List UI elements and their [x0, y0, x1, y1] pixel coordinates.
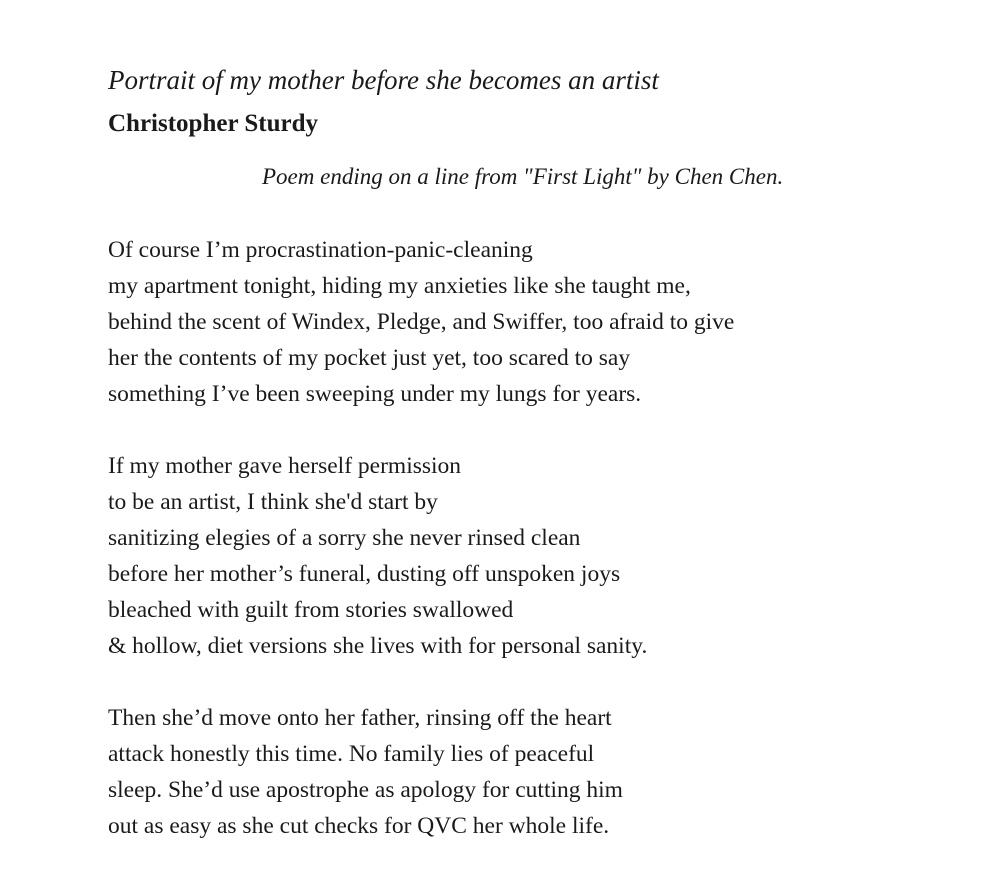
poem-line: bleached with guilt from stories swallowed [108, 597, 514, 623]
poem-line: Then she’d move onto her father, rinsing off the heart [108, 705, 612, 731]
poem-line: her the contents of my pocket just yet, too scared to say [108, 345, 631, 371]
poem-line: my apartment tonight, hiding my anxieties like she taught me, [108, 273, 691, 299]
poem-line: attack honestly this time. No family lies of peaceful [108, 741, 595, 767]
poem-line: sleep. She’d use apostrophe as apology for cutting him [108, 777, 623, 803]
poem-page [108, 62, 908, 844]
poem-line: something I’ve been sweeping under my lungs for years. [108, 381, 642, 407]
stanza-1 [108, 232, 908, 412]
poem-epigraph: Poem ending on a line from "First Light" by Chen Chen. [262, 164, 784, 189]
poem-author: Christopher Sturdy [108, 110, 318, 137]
poem-line: sanitizing elegies of a sorry she never rinsed clean [108, 525, 581, 551]
poem-line: Of course I’m procrastination-panic-cleaning [108, 237, 533, 263]
poem-line: If my mother gave herself permission [108, 453, 462, 479]
stanza-2 [108, 448, 908, 664]
stanza-3 [108, 700, 908, 844]
poem-title: Portrait of my mother before she becomes an artist [108, 65, 659, 95]
poem-line: before her mother’s funeral, dusting off unspoken joys [108, 561, 621, 587]
poem-line: & hollow, diet versions she lives with for personal sanity. [108, 633, 648, 659]
poem-line: to be an artist, I think she'd start by [108, 489, 438, 515]
poem-line: behind the scent of Windex, Pledge, and Swiffer, too afraid to give [108, 309, 735, 335]
poem-line: out as easy as she cut checks for QVC her whole life. [108, 813, 610, 839]
